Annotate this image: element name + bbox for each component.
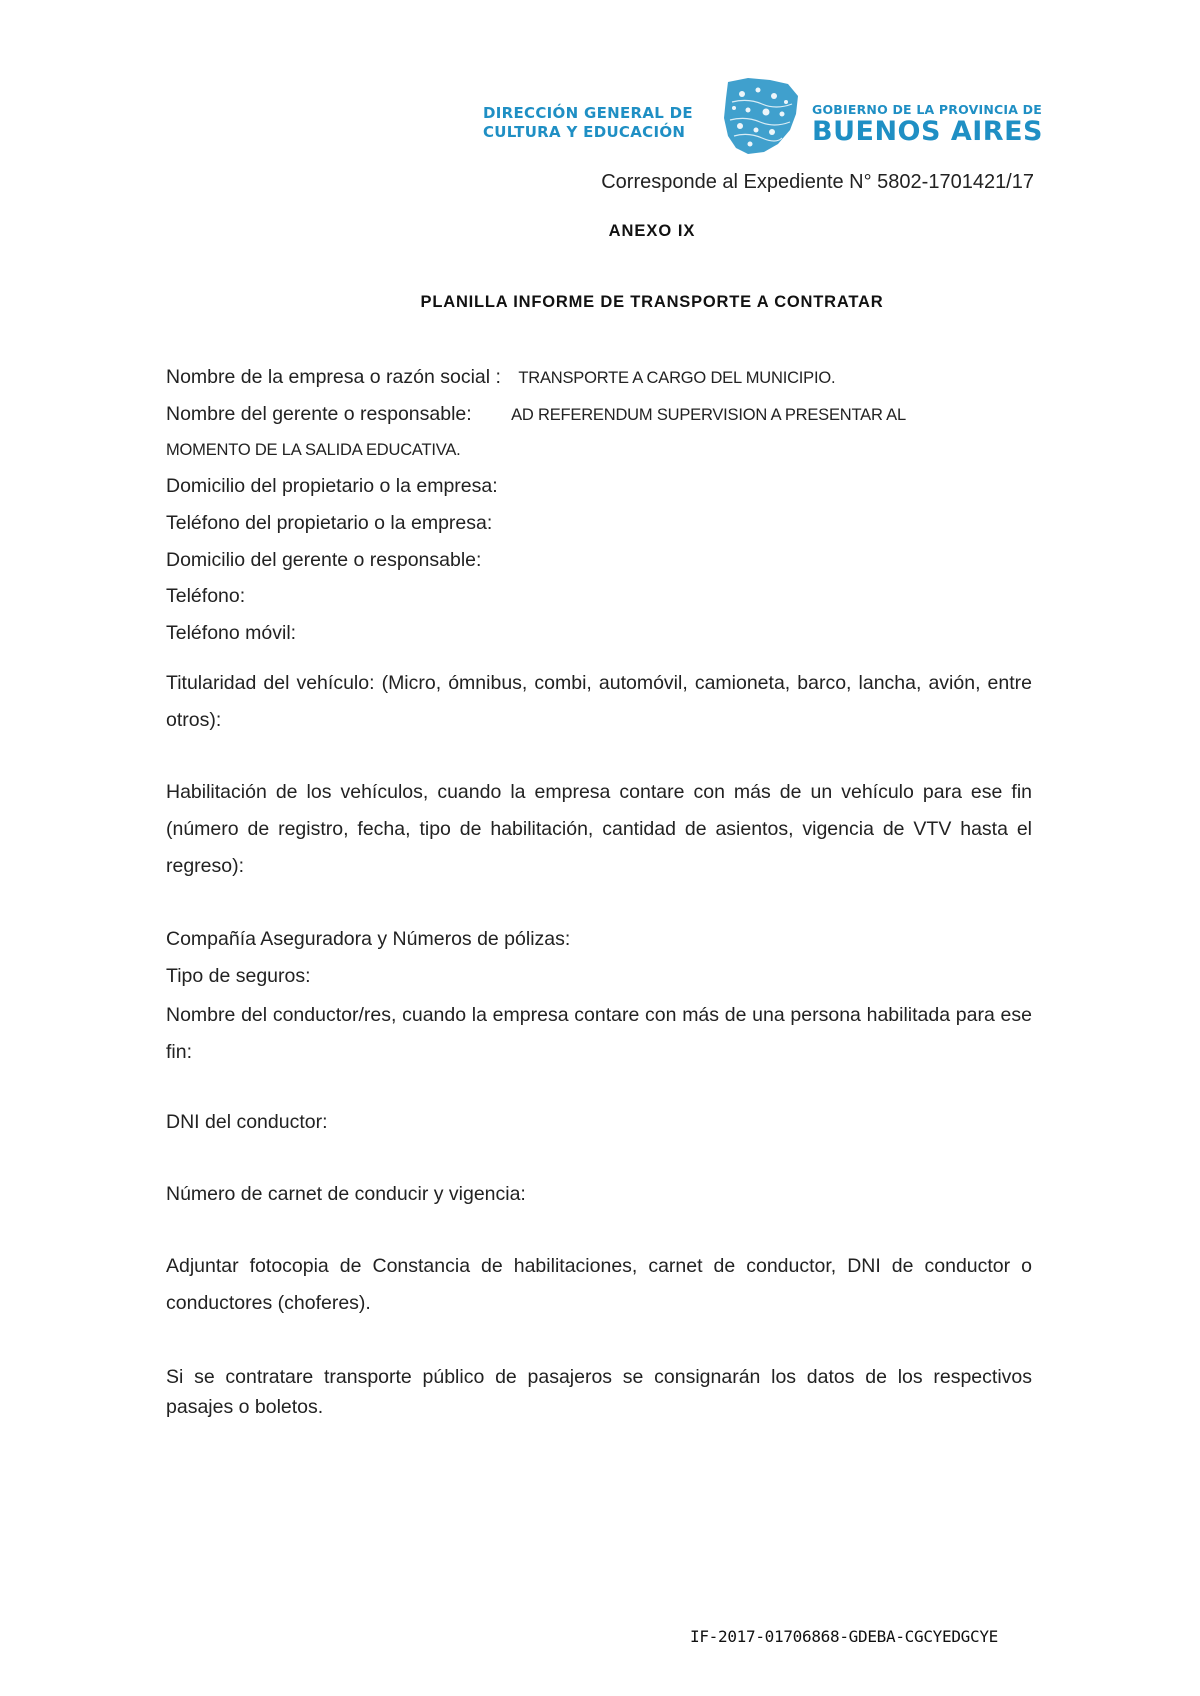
tipo-seguros-label: Tipo de seguros: [166,965,311,987]
province-map-icon [718,74,802,158]
gobierno-logo-text [812,102,1043,147]
gob-line-2: BUENOS AIRES [812,116,1043,147]
empresa-label: Nombre de la empresa o razón social : [166,366,501,388]
document-id: IF-2017-01706868-GDEBA-CGCYEDGCYE [690,1627,998,1646]
domicilio-gerente-label: Domicilio del gerente o responsable: [166,549,482,571]
gerente-value-1: AD REFERENDUM SUPERVISION A PRESENTAR AL [511,406,906,424]
gerente-label: Nombre del gerente o responsable: [166,403,472,425]
domicilio-propietario-label: Domicilio del propietario o la empresa: [166,475,498,497]
telefono-propietario-label: Teléfono del propietario o la empresa: [166,512,493,534]
annex-title: PLANILLA INFORME DE TRANSPORTE A CONTRATAR [420,293,884,311]
titularidad-paragraph: Titularidad del vehículo: (Micro, ómnibus, combi, automóvil, camioneta, barco, lancha, avión, entre otros): [166,672,1032,731]
dni-label: DNI del conductor: [166,1111,328,1133]
gerente-row [166,403,906,426]
aseguradora-label: Compañía Aseguradora y Números de pólizas: [166,928,571,950]
dgce-line-1: DIRECCIÓN GENERAL DE [483,104,693,122]
expediente-reference: Corresponde al Expediente N° 5802-1701421/17 [601,171,1034,193]
habilitacion-paragraph: Habilitación de los vehículos, cuando la empresa contare con más de un vehículo para ese fin (número de registro, fecha, tipo de habilitación, cantidad de asientos, vigencia de VTV hasta el regreso): [166,781,1032,877]
telefono-movil-label: Teléfono móvil: [166,622,297,644]
transporte-publico-paragraph: Si se contratare transporte público de pasajeros se consignarán los datos de los respectivos pasajes o boletos. [166,1366,1032,1418]
dgce-line-2: CULTURA Y EDUCACIÓN [483,123,686,141]
adjuntar-paragraph: Adjuntar fotocopia de Constancia de habilitaciones, carnet de conductor, DNI de conductor o conductores (choferes). [166,1255,1032,1314]
conductores-paragraph: Nombre del conductor/res, cuando la empresa contare con más de una persona habilitada para ese fin: [166,1004,1032,1063]
dgce-logo-text [483,104,693,142]
telefono-label: Teléfono: [166,585,246,607]
gob-line-1: GOBIERNO DE LA PROVINCIA DE [812,102,1042,117]
empresa-row [166,366,835,389]
carnet-label: Número de carnet de conducir y vigencia: [166,1183,526,1205]
empresa-value: TRANSPORTE A CARGO DEL MUNICIPIO. [518,369,836,387]
gerente-value-2: MOMENTO DE LA SALIDA EDUCATIVA. [166,441,461,459]
annex-number: ANEXO IX [608,222,696,240]
